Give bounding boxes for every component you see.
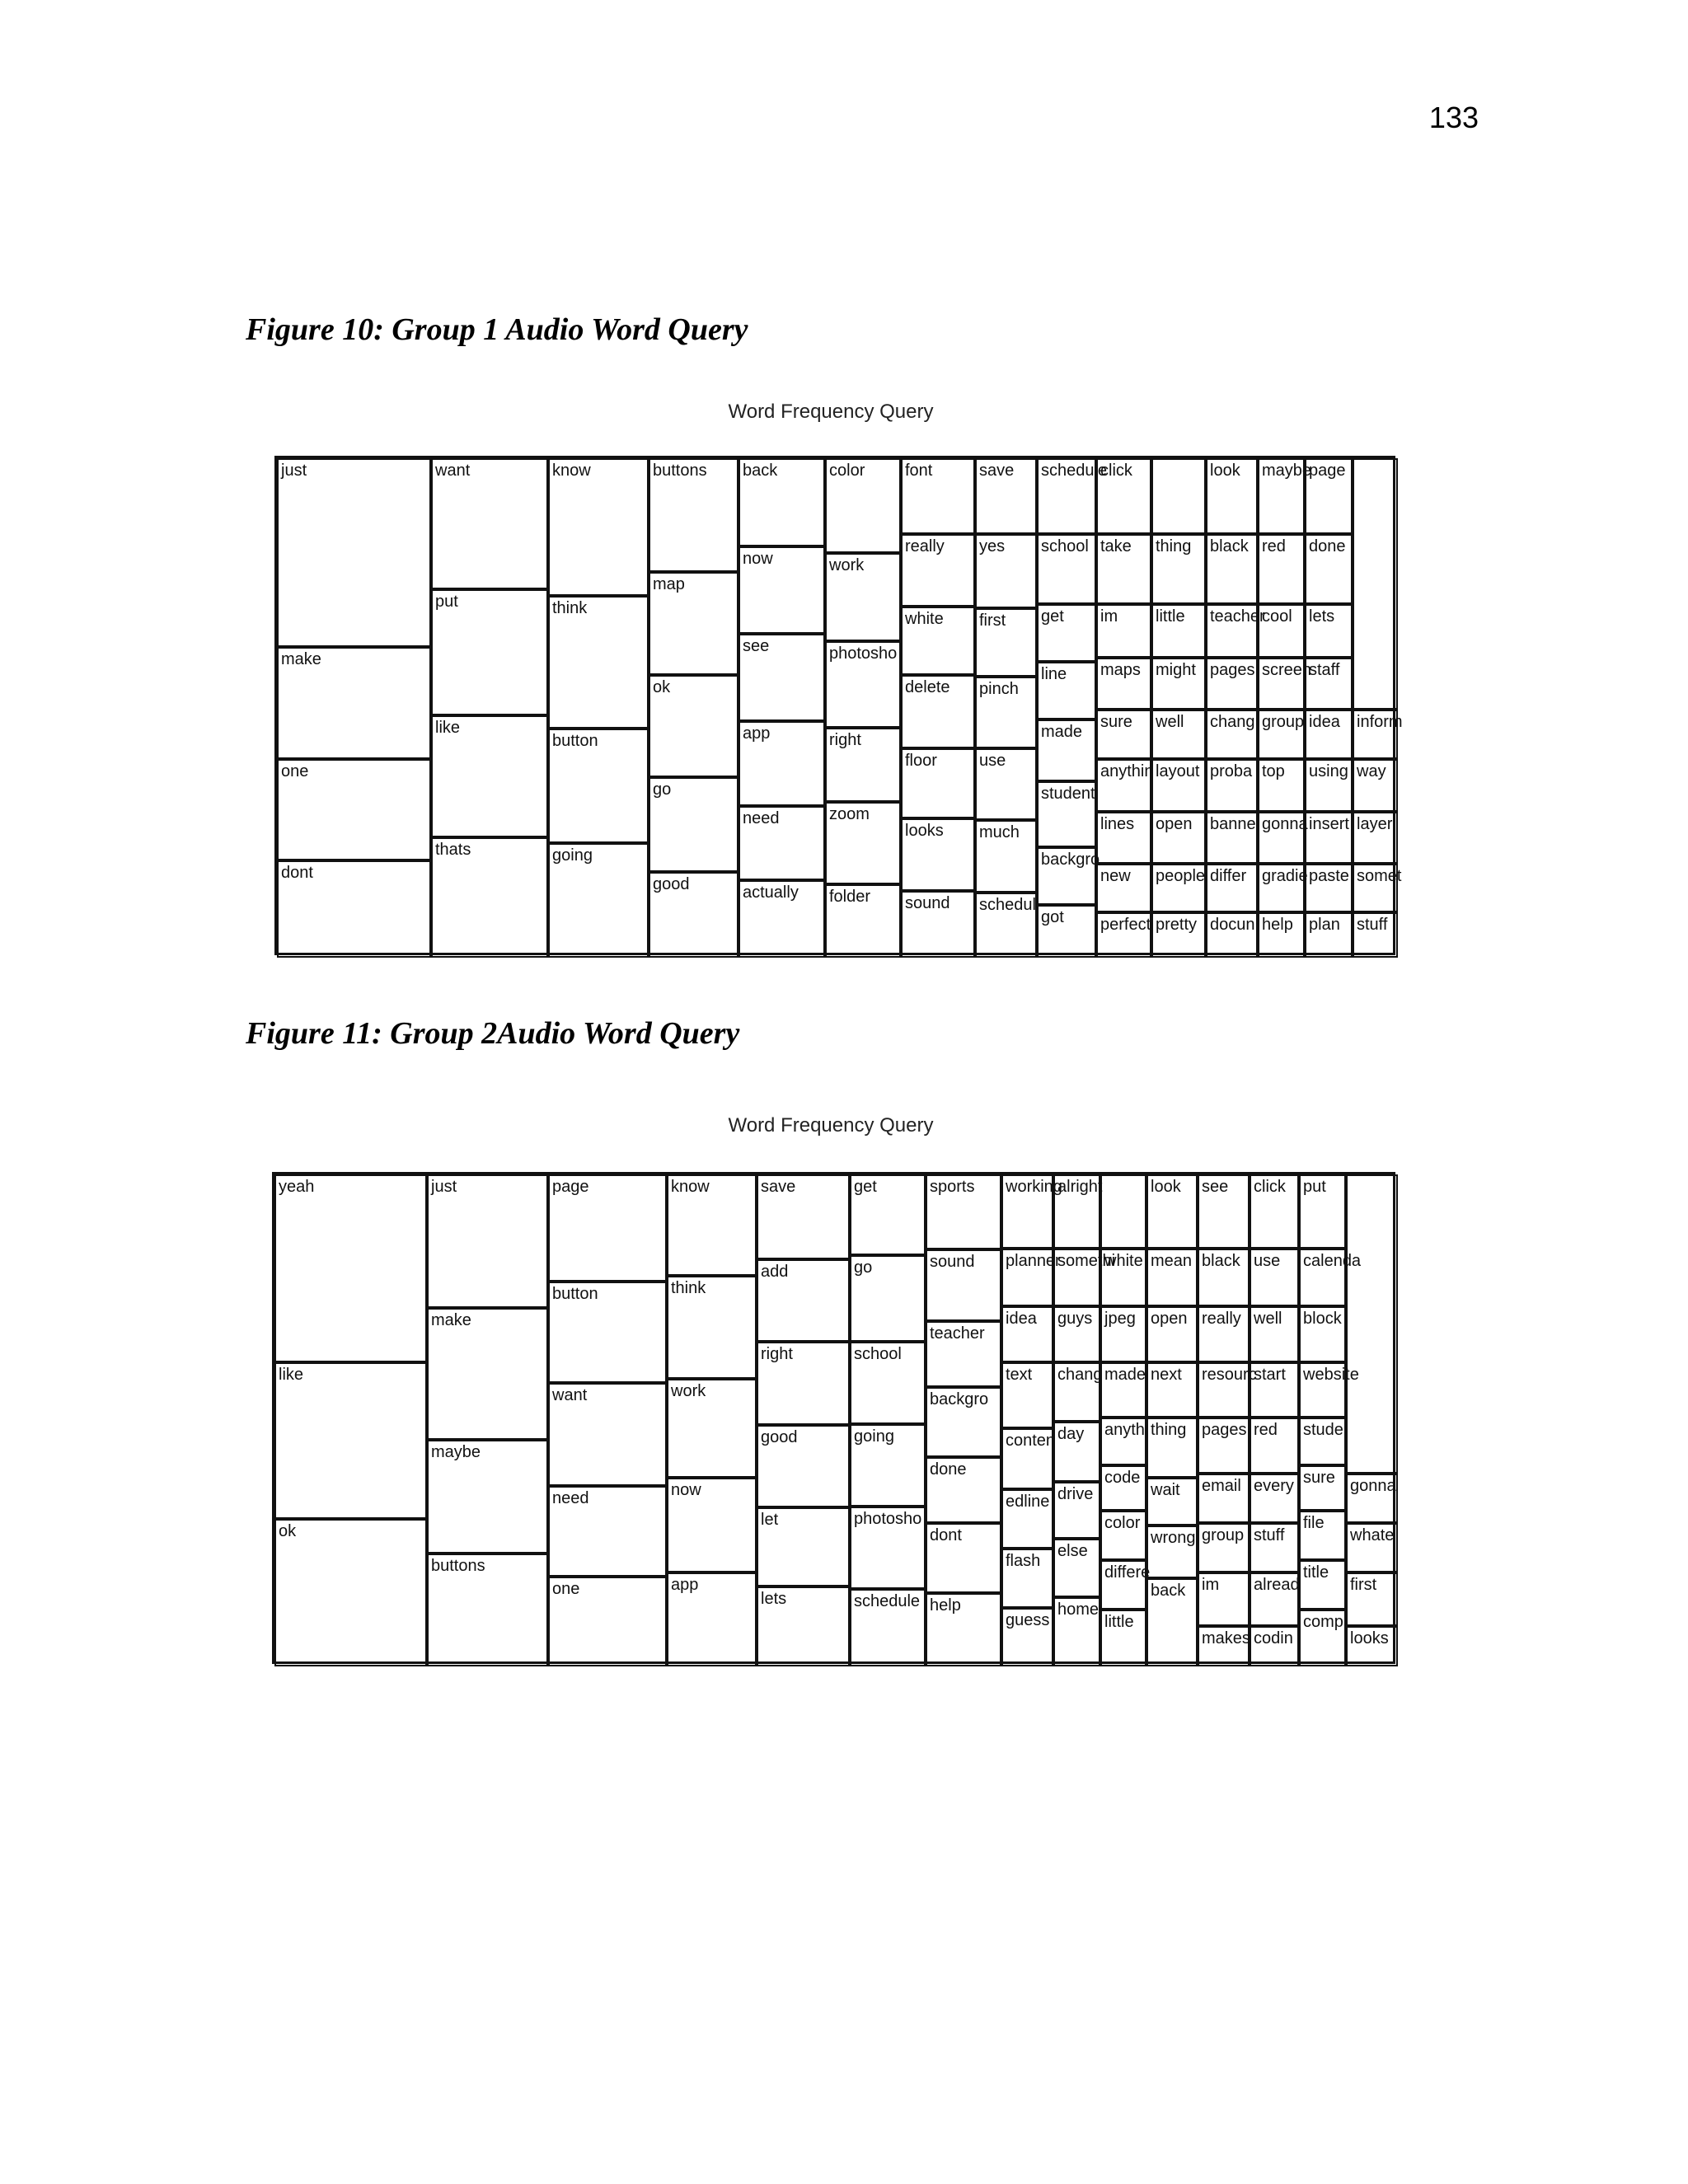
treemap-tile: email (1198, 1474, 1250, 1523)
treemap-tile: lines (1096, 812, 1151, 864)
treemap-tile: maps (1096, 658, 1151, 710)
treemap-tile: thing (1151, 534, 1206, 604)
treemap-tile: website (1299, 1362, 1346, 1418)
treemap-tile: maybe (427, 1440, 548, 1554)
treemap-figure-11 (272, 1172, 1395, 1664)
treemap-tile: like (274, 1362, 427, 1519)
treemap-tile: well (1151, 710, 1206, 759)
treemap-tile: else (1053, 1539, 1100, 1597)
treemap-tile: make (427, 1308, 548, 1440)
treemap-tile: done (1305, 534, 1353, 604)
treemap-tile: im (1198, 1572, 1250, 1626)
treemap-figure-10 (274, 456, 1403, 955)
treemap-tile: proba (1206, 759, 1258, 812)
treemap-tile: click (1250, 1174, 1299, 1249)
treemap-tile: color (825, 458, 901, 553)
treemap-tile: think (667, 1276, 757, 1379)
treemap-tile: guys (1053, 1306, 1100, 1362)
treemap-tile: anythi (1100, 1418, 1146, 1465)
treemap-tile: help (1258, 912, 1305, 958)
treemap-tile: maybe (1258, 458, 1305, 534)
treemap-tile: get (1037, 604, 1096, 662)
treemap-tile: app (667, 1572, 757, 1666)
treemap-tile: page (1305, 458, 1353, 534)
treemap-tile: jpeg (1100, 1306, 1146, 1362)
treemap-tile: app (738, 721, 825, 806)
treemap-tile: makes (1198, 1626, 1250, 1666)
chart-title-11: Word Frequency Query (728, 1114, 934, 1137)
treemap-tile: see (738, 634, 825, 721)
treemap-tile: alright (1053, 1174, 1100, 1249)
treemap-tile: comp (1299, 1610, 1346, 1666)
treemap-tile: go (649, 777, 738, 872)
treemap-tile: anythin (1096, 759, 1151, 812)
treemap-tile: mean (1146, 1249, 1198, 1306)
treemap-tile: stuff (1250, 1523, 1299, 1572)
treemap-tile: schedule (850, 1589, 926, 1666)
treemap-tile: somet (1353, 864, 1398, 912)
treemap-tile: schedule (1037, 458, 1096, 534)
treemap-tile: much (975, 820, 1037, 893)
treemap-tile: guess (1001, 1608, 1053, 1666)
treemap-tile: back (738, 458, 825, 546)
treemap-tile: get (850, 1174, 926, 1255)
treemap-tile: might (1151, 658, 1206, 710)
treemap-tile: way (1353, 759, 1398, 812)
treemap-tile (1151, 458, 1206, 534)
treemap-tile (1353, 458, 1398, 710)
treemap-tile: differe (1100, 1560, 1146, 1610)
treemap-tile: day (1053, 1422, 1100, 1482)
treemap-tile: insert (1305, 812, 1353, 864)
treemap-tile: know (667, 1174, 757, 1276)
treemap-tile: put (1299, 1174, 1346, 1249)
treemap-tile: people (1151, 864, 1206, 912)
treemap-tile: backgro (926, 1387, 1001, 1457)
treemap-tile: black (1206, 534, 1258, 604)
treemap-tile: one (548, 1577, 667, 1666)
treemap-tile: take (1096, 534, 1151, 604)
treemap-tile: sound (901, 891, 975, 958)
treemap-tile: wrong (1146, 1526, 1198, 1578)
treemap-tile: differ (1206, 864, 1258, 912)
treemap-tile: now (667, 1478, 757, 1572)
treemap-tile: start (1250, 1362, 1299, 1418)
treemap-tile: stuff (1353, 912, 1398, 958)
treemap-tile: photosho (850, 1507, 926, 1589)
treemap-tile: dont (277, 860, 431, 958)
treemap-tile: gonna (1346, 1474, 1398, 1523)
treemap-tile: text (1001, 1362, 1053, 1428)
treemap-tile: white (901, 607, 975, 675)
treemap-tile: map (649, 572, 738, 675)
treemap-tile: made (1037, 719, 1096, 781)
treemap-tile: block (1299, 1306, 1346, 1362)
treemap-tile: title (1299, 1560, 1346, 1610)
treemap-tile: use (975, 748, 1037, 820)
treemap-tile: pretty (1151, 912, 1206, 958)
treemap-tile: zoom (825, 802, 901, 884)
treemap-tile: click (1096, 458, 1151, 534)
treemap-tile: sound (926, 1249, 1001, 1321)
treemap-tile: perfect (1096, 912, 1151, 958)
treemap-tile: made (1100, 1362, 1146, 1418)
treemap-tile: think (548, 596, 649, 729)
treemap-tile: thats (431, 837, 548, 958)
treemap-tile: working (1001, 1174, 1053, 1249)
treemap-tile: edline (1001, 1489, 1053, 1549)
treemap-tile: calenda (1299, 1249, 1346, 1306)
treemap-tile: first (975, 608, 1037, 677)
treemap-tile: file (1299, 1511, 1346, 1560)
treemap-tile: delete (901, 675, 975, 748)
treemap-tile: planner (1001, 1249, 1053, 1306)
treemap-tile: save (975, 458, 1037, 534)
treemap-tile: dont (926, 1523, 1001, 1593)
treemap-tile: need (738, 806, 825, 880)
treemap-tile: chang (1206, 710, 1258, 759)
treemap-tile: new (1096, 864, 1151, 912)
page-number: 133 (1428, 101, 1479, 134)
treemap-tile: work (667, 1379, 757, 1478)
treemap-tile: group (1258, 710, 1305, 759)
treemap-tile: sure (1096, 710, 1151, 759)
treemap-tile: layer (1353, 812, 1398, 864)
treemap-tile: button (548, 729, 649, 843)
treemap-tile: im (1096, 604, 1151, 658)
treemap-tile: gonna (1258, 812, 1305, 864)
treemap-tile: idea (1001, 1306, 1053, 1362)
treemap-tile: right (825, 728, 901, 802)
treemap-tile: one (277, 759, 431, 860)
treemap-tile: inform (1353, 710, 1398, 759)
treemap-tile: help (926, 1593, 1001, 1666)
treemap-tile: teacher (926, 1321, 1001, 1387)
treemap-tile: buttons (427, 1554, 548, 1666)
treemap-tile: codin (1250, 1626, 1299, 1666)
treemap-tile: docun (1206, 912, 1258, 958)
treemap-tile: got (1037, 905, 1096, 958)
treemap-tile: going (850, 1424, 926, 1507)
treemap-tile: color (1100, 1511, 1146, 1560)
treemap-tile: want (431, 458, 548, 589)
treemap-tile: looks (901, 818, 975, 891)
treemap-tile: white (1100, 1249, 1146, 1306)
treemap-tile: now (738, 546, 825, 634)
treemap-tile: screen (1258, 658, 1305, 710)
treemap-tile: going (548, 843, 649, 958)
treemap-tile: see (1198, 1174, 1250, 1249)
treemap-tile: know (548, 458, 649, 596)
treemap-tile: done (926, 1457, 1001, 1523)
treemap-tile: top (1258, 759, 1305, 812)
treemap-tile: good (757, 1425, 850, 1507)
treemap-tile: school (1037, 534, 1096, 604)
treemap-tile: ok (649, 675, 738, 777)
treemap-tile: paste (1305, 864, 1353, 912)
treemap-tile: good (649, 872, 738, 958)
treemap-tile: banne (1206, 812, 1258, 864)
treemap-tile: sure (1299, 1465, 1346, 1511)
treemap-tile: schedul (975, 893, 1037, 958)
treemap-tile: staff (1305, 658, 1353, 710)
treemap-tile: yeah (274, 1174, 427, 1362)
treemap-tile: every (1250, 1474, 1299, 1523)
treemap-tile: wait (1146, 1478, 1198, 1526)
treemap-tile: looks (1346, 1626, 1398, 1666)
treemap-tile: let (757, 1507, 850, 1586)
treemap-tile: little (1151, 604, 1206, 658)
treemap-tile: use (1250, 1249, 1299, 1306)
treemap-tile (1100, 1174, 1146, 1249)
chart-title-10: Word Frequency Query (728, 401, 934, 423)
treemap-tile: look (1206, 458, 1258, 534)
treemap-tile: resourc (1198, 1362, 1250, 1418)
treemap-tile: line (1037, 662, 1096, 719)
treemap-tile: red (1258, 534, 1305, 604)
treemap-tile: just (277, 458, 431, 647)
treemap-tile: lets (757, 1586, 850, 1666)
treemap-tile: yes (975, 534, 1037, 608)
treemap-tile: layout (1151, 759, 1206, 812)
treemap-tile: button (548, 1282, 667, 1383)
treemap-tile: photosho (825, 641, 901, 728)
treemap-tile: home (1053, 1597, 1100, 1666)
treemap-tile: floor (901, 748, 975, 818)
treemap-tile: font (901, 458, 975, 534)
treemap-tile: open (1151, 812, 1206, 864)
treemap-tile: pinch (975, 677, 1037, 748)
treemap-tile: pages (1198, 1418, 1250, 1474)
treemap-tile: actually (738, 880, 825, 958)
treemap-tile: thing (1146, 1418, 1198, 1478)
treemap-tile: alread (1250, 1572, 1299, 1626)
treemap-tile: student (1037, 781, 1096, 847)
treemap-tile: somethi (1053, 1249, 1100, 1306)
treemap-tile: using (1305, 759, 1353, 812)
treemap-tile: pages (1206, 658, 1258, 710)
treemap-tile: page (548, 1174, 667, 1282)
treemap-tile: idea (1305, 710, 1353, 759)
treemap-tile: code (1100, 1465, 1146, 1511)
treemap-tile: group (1198, 1523, 1250, 1572)
treemap-tile: drive (1053, 1482, 1100, 1539)
treemap-tile: little (1100, 1610, 1146, 1666)
treemap-tile: folder (825, 884, 901, 958)
treemap-tile: conten (1001, 1428, 1053, 1489)
treemap-tile: flash (1001, 1549, 1053, 1608)
treemap-tile: stude (1299, 1418, 1346, 1465)
treemap-tile: cool (1258, 604, 1305, 658)
treemap-tile: really (901, 534, 975, 607)
treemap-tile: like (431, 715, 548, 837)
treemap-tile: work (825, 553, 901, 641)
treemap-tile: teacher (1206, 604, 1258, 658)
treemap-tile: backgro (1037, 847, 1096, 905)
treemap-tile: ok (274, 1519, 427, 1666)
treemap-tile: right (757, 1342, 850, 1425)
treemap-tile: open (1146, 1306, 1198, 1362)
treemap-tile: black (1198, 1249, 1250, 1306)
treemap-tile: make (277, 647, 431, 759)
treemap-tile: save (757, 1174, 850, 1259)
treemap-tile: next (1146, 1362, 1198, 1418)
treemap-tile: gradie (1258, 864, 1305, 912)
treemap-tile: just (427, 1174, 548, 1308)
figure-caption-10: Figure 10: Group 1 Audio Word Query (246, 312, 748, 347)
treemap-tile: put (431, 589, 548, 715)
treemap-tile: want (548, 1383, 667, 1486)
treemap-tile: plan (1305, 912, 1353, 958)
treemap-tile: school (850, 1342, 926, 1424)
treemap-tile: chang (1053, 1362, 1100, 1422)
treemap-tile: really (1198, 1306, 1250, 1362)
treemap-tile: red (1250, 1418, 1299, 1474)
treemap-tile: lets (1305, 604, 1353, 658)
figure-caption-11: Figure 11: Group 2Audio Word Query (246, 1016, 740, 1051)
treemap-tile: go (850, 1255, 926, 1342)
treemap-tile: first (1346, 1572, 1398, 1626)
treemap-tile: back (1146, 1578, 1198, 1666)
treemap-tile: whate (1346, 1523, 1398, 1572)
treemap-tile: buttons (649, 458, 738, 572)
treemap-tile: need (548, 1486, 667, 1577)
treemap-tile (1346, 1174, 1398, 1474)
treemap-tile: look (1146, 1174, 1198, 1249)
treemap-tile: sports (926, 1174, 1001, 1249)
treemap-tile: add (757, 1259, 850, 1342)
treemap-tile: well (1250, 1306, 1299, 1362)
